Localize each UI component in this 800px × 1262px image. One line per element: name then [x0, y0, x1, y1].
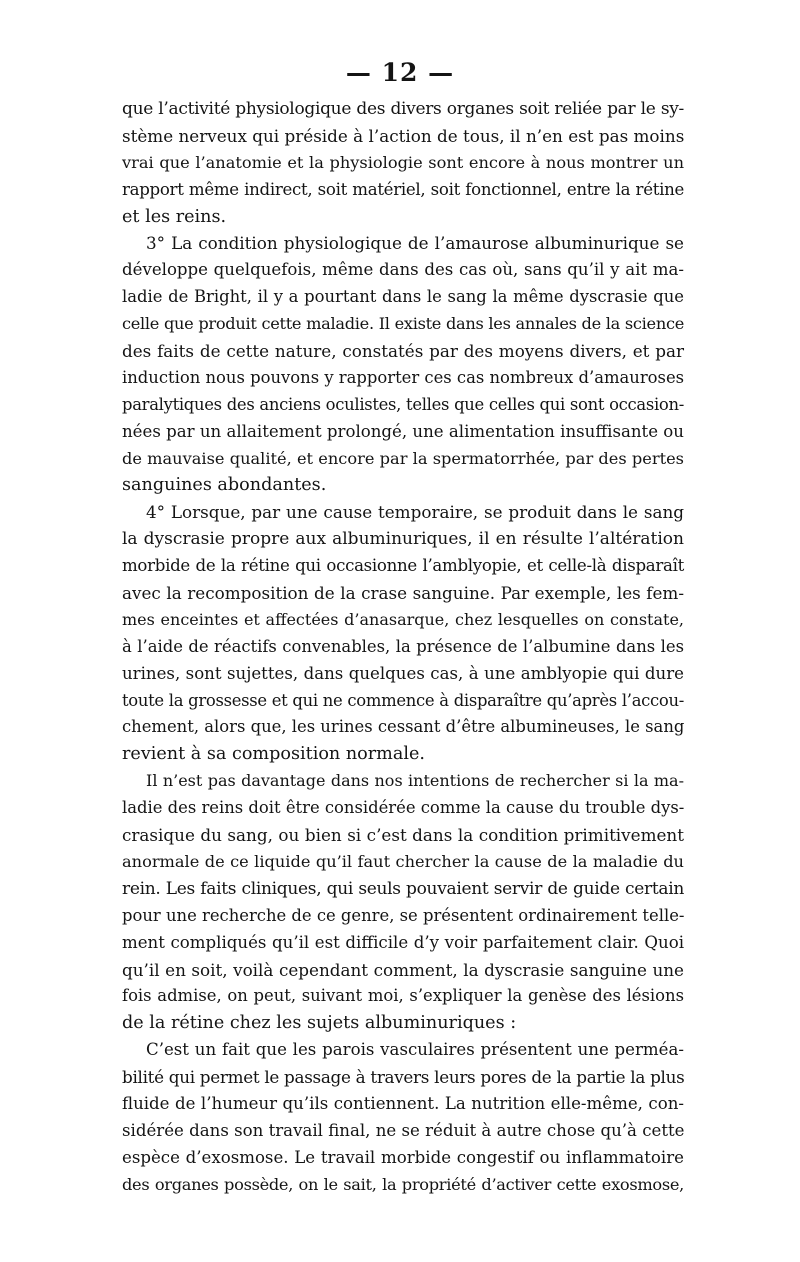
text-line: toute la grossesse et qui ne commence à disparaître qu’après l’accou- [122, 690, 684, 710]
text-line: développe quelquefois, même dans des cas où, sans qu’il y ait ma- [122, 260, 684, 280]
text-line: paralytiques des anciens oculistes, telles que celles qui sont occasion- [122, 394, 684, 414]
text-line: espèce d’exosmose. Le travail morbide congestif ou inflammatoire [122, 1147, 684, 1167]
text-line: ladie des reins doit être considérée comme la cause du trouble dys- [122, 798, 685, 818]
text-line: ladie de Bright, il y a pourtant dans le sang la même dyscrasie que [122, 287, 684, 307]
text-line: la dyscrasie propre aux albuminuriques, il en résulte l’altération [122, 529, 684, 550]
text-line: anormale de ce liquide qu’il faut chercher la cause de la maladie du [122, 851, 684, 871]
text-line: rapport même indirect, soit matériel, soit fonctionnel, entre la rétine [122, 179, 684, 199]
text-line: et les reins. [122, 206, 227, 227]
text-line: de la rétine chez les sujets albuminuriques : [122, 1013, 517, 1034]
text-line: sidérée dans son travail final, ne se réduit à autre chose qu’à cette [122, 1120, 685, 1140]
text-line: stème nerveux qui préside à l’action de tous, il n’en est pas moins [122, 125, 685, 146]
text-line: des faits de cette nature, constatés par des moyens divers, et par [122, 341, 684, 362]
text-line: bilité qui permet le passage à travers leurs pores de la partie la plus [122, 1067, 685, 1088]
text-line: à l’aide de réactifs convenables, la présence de l’albumine dans les [122, 636, 684, 656]
text-line: que l’activité physiologique des divers organes soit reliée par le sy- [122, 99, 684, 119]
text-line: pour une recherche de ce genre, se présentent ordinairement telle- [122, 905, 685, 925]
text-line: fluide de l’humeur qu’ils contiennent. La nutrition elle-même, con- [122, 1093, 684, 1113]
text-line: mes enceintes et affectées d’anasarque, chez lesquelles on constate, [122, 609, 684, 629]
body-text [122, 96, 684, 1199]
text-line: urines, sont sujettes, dans quelques cas, à une amblyopie qui dure [122, 663, 684, 683]
text-line: fois admise, on peut, suivant moi, s’expliquer la genèse des lésions [122, 986, 684, 1006]
text-line: celle que produit cette maladie. Il existe dans les annales de la science [122, 314, 684, 334]
text-line: revient à sa composition normale. [122, 744, 425, 765]
text-line: ment compliqués qu’il est difficile d’y voir parfaitement clair. Quoi [122, 932, 684, 952]
text-line: des organes possède, on le sait, la propriété d’activer cette exosmose, [122, 1174, 684, 1194]
text-line: sanguines abondantes. [122, 475, 327, 496]
text-line: morbide de la rétine qui occasionne l’amblyopie, et celle-là disparaît [122, 556, 684, 576]
text-line: 4° Lorsque, par une cause temporaire, se produit dans le sang [146, 502, 684, 523]
text-line: crasique du sang, ou bien si c’est dans la condition primitivement [122, 825, 684, 846]
text-line: induction nous pouvons y rapporter ces cas nombreux d’amauroses [122, 367, 685, 387]
text-line: C’est un fait que les parois vasculaires présentent une perméa- [146, 1040, 684, 1060]
page-number: — 12 — [345, 58, 455, 87]
text-line: chement, alors que, les urines cessant d’être albumineuses, le sang [122, 717, 685, 737]
text-line: rein. Les faits cliniques, qui seuls pouvaient servir de guide certain [122, 878, 684, 899]
text-line: nées par un allaitement prolongé, une alimentation insuffisante ou [122, 421, 684, 441]
text-line: vrai que l’anatomie et la physiologie sont encore à nous montrer un [122, 152, 684, 172]
text-line: avec la recomposition de la crase sanguine. Par exemple, les fem- [122, 583, 684, 604]
text-line: de mauvaise qualité, et encore par la spermatorrhée, par des pertes [122, 448, 684, 468]
text-line: qu’il en soit, voilà cependant comment, la dyscrasie sanguine une [122, 959, 684, 980]
text-line: Il n’est pas davantage dans nos intentions de rechercher si la ma- [146, 771, 684, 791]
text-line: 3° La condition physiologique de l’amaurose albuminurique se [146, 233, 684, 254]
